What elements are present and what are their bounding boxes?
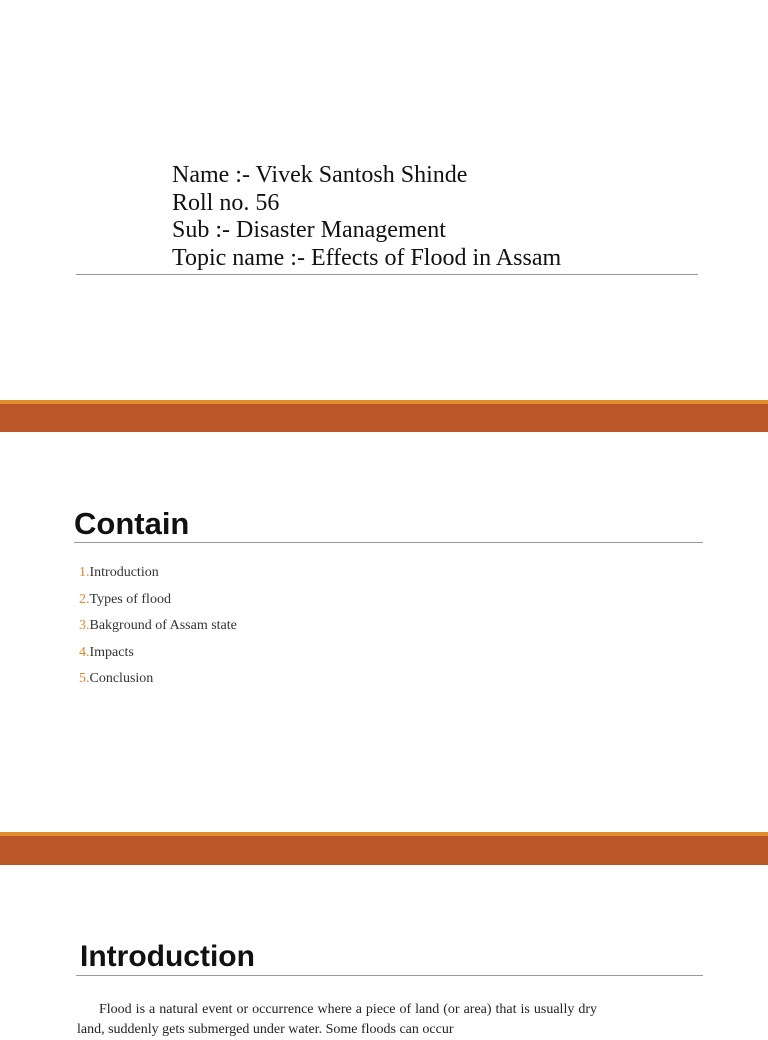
student-name: Name :- Vivek Santosh Shinde (172, 162, 468, 188)
list-item-label: Introduction (89, 565, 159, 580)
slide-separator-band (0, 400, 768, 432)
list-item (79, 589, 237, 616)
list-item-number: 5. (79, 671, 90, 686)
contents-heading: Contain (74, 506, 190, 541)
contents-slide (0, 432, 768, 832)
topic-name: Topic name :- Effects of Flood in Assam (172, 244, 562, 271)
title-divider (76, 274, 698, 275)
title-block (172, 162, 561, 272)
introduction-paragraph: Flood is a natural event or occurrence where a piece of land (or area) that is usually dry land, suddenly gets submerged under water. Some floods can occur (77, 1002, 597, 1037)
list-item-number: 4. (79, 644, 90, 660)
list-item-label: Conclusion (89, 671, 154, 686)
list-item-label: Types of flood (89, 591, 171, 607)
title-slide (0, 0, 768, 400)
list-item-label: Bakground of Assam state (89, 618, 237, 633)
list-item (79, 562, 237, 589)
list-item-number: 1. (79, 565, 90, 580)
list-item-number: 2. (79, 591, 90, 607)
list-item (79, 668, 237, 695)
list-item-label: Impacts (89, 644, 134, 660)
introduction-heading: Introduction (80, 940, 255, 973)
roll-number: Roll no. 56 (172, 189, 280, 216)
contents-list (79, 562, 237, 695)
introduction-slide (0, 865, 768, 1037)
contents-divider (74, 542, 703, 543)
slide-separator-band (0, 832, 768, 865)
introduction-divider (76, 975, 703, 976)
list-item (79, 642, 237, 669)
list-item-number: 3. (79, 618, 90, 633)
list-item (79, 615, 237, 642)
subject: Sub :- Disaster Management (172, 217, 446, 243)
